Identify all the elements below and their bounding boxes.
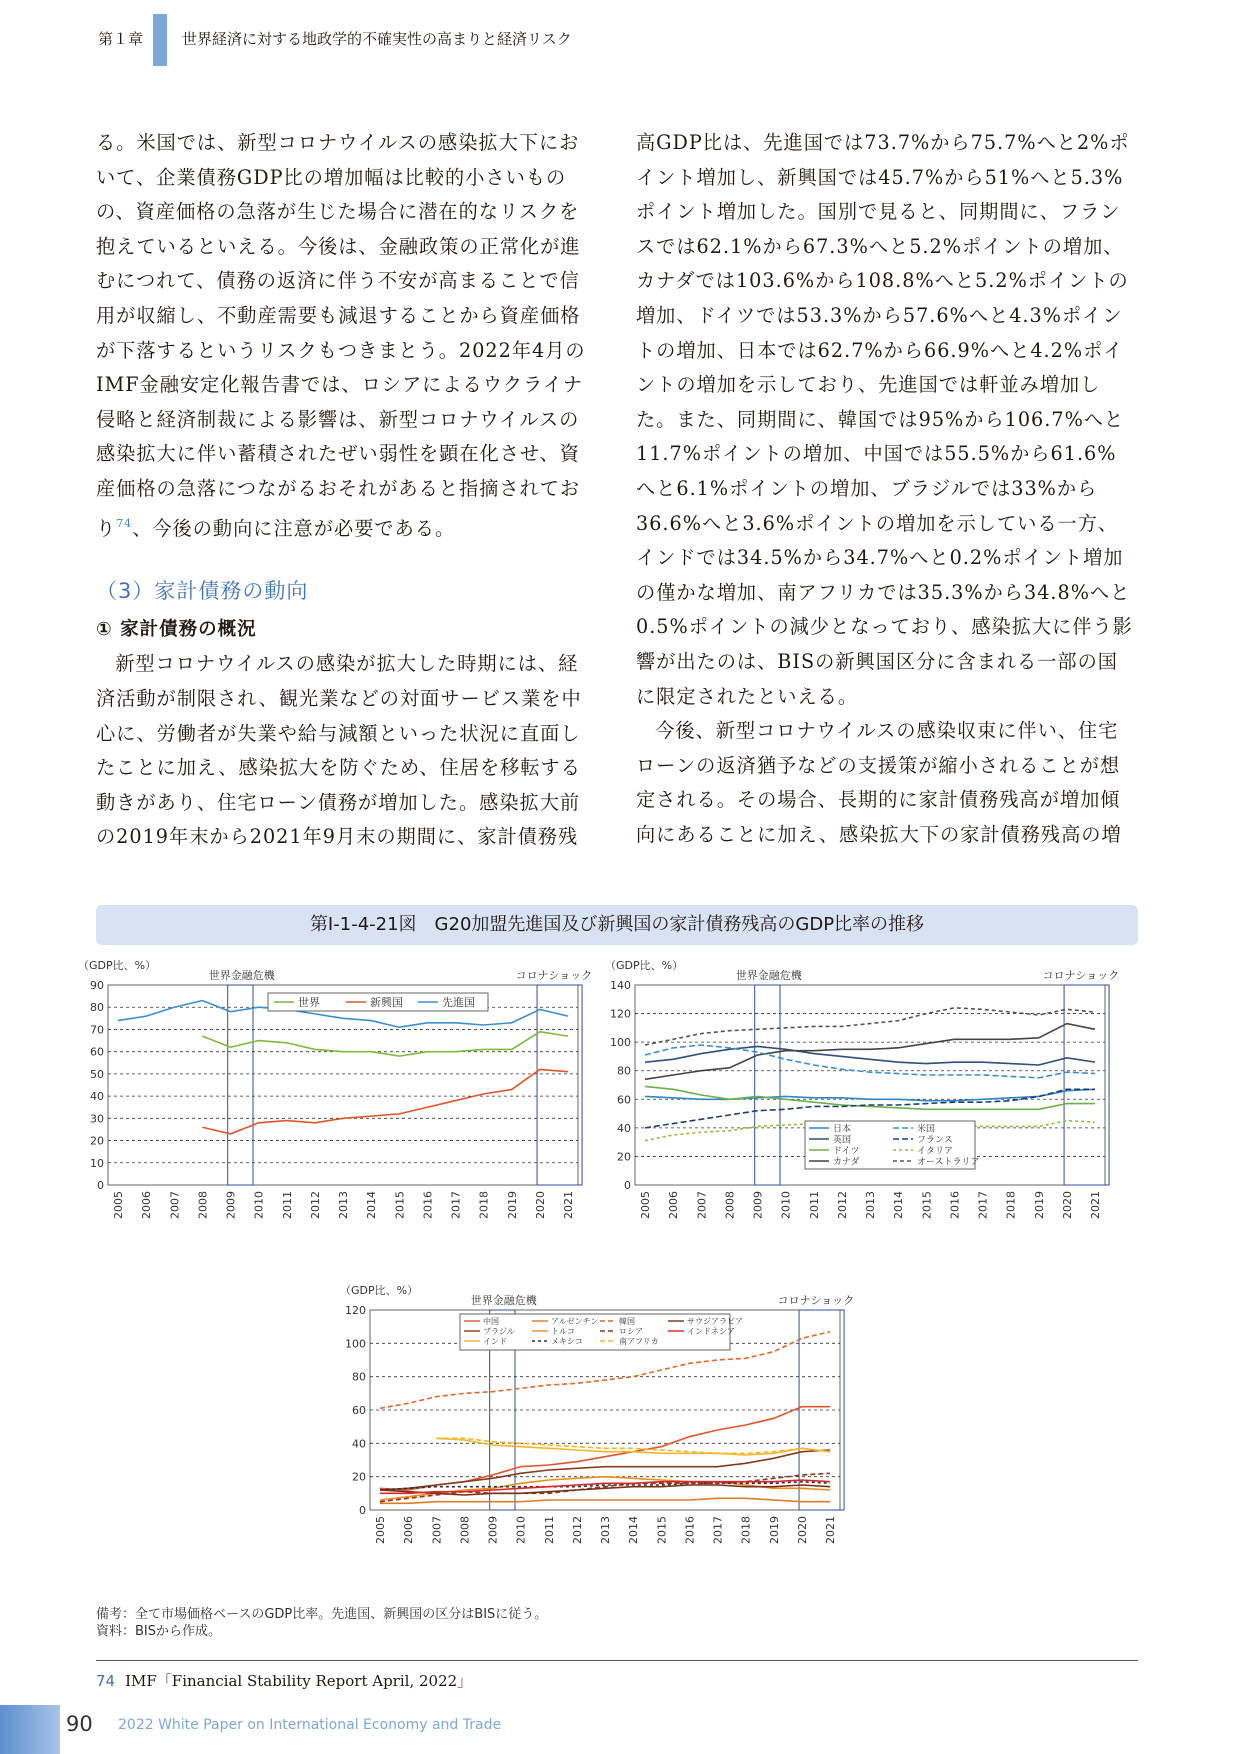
series-line: [645, 1086, 1095, 1109]
x-tick-label: 2016: [683, 1516, 697, 1544]
y-tick-label: 80: [617, 1064, 631, 1078]
y-tick-label: 90: [90, 979, 104, 992]
x-tick-label: 2016: [948, 1191, 962, 1219]
x-tick-label: 2018: [477, 1191, 491, 1219]
legend-label: サウジアラビア: [687, 1317, 743, 1326]
page-number-strip: [0, 1705, 60, 1754]
x-tick-label: 2012: [835, 1191, 849, 1219]
x-tick-label: 2007: [695, 1191, 709, 1219]
legend-label: 韓国: [619, 1317, 635, 1326]
y-tick-label: 140: [610, 979, 631, 992]
legend-label: ドイツ: [833, 1146, 860, 1157]
series-line: [380, 1498, 830, 1503]
legend-label: ブラジル: [483, 1327, 515, 1336]
crisis-label: 世界金融危機: [208, 969, 275, 982]
crisis-label: 世界金融危機: [735, 969, 802, 982]
y-tick-label: 40: [352, 1437, 366, 1451]
x-tick-label: 2006: [140, 1191, 154, 1219]
series-line: [202, 1069, 568, 1133]
header-accent-bar: [153, 14, 167, 66]
y-tick-label: 50: [90, 1067, 104, 1081]
y-tick-label: 40: [617, 1121, 631, 1135]
legend-label: イタリア: [917, 1146, 954, 1157]
x-tick-label: 2018: [739, 1516, 753, 1544]
legend-label: メキシコ: [551, 1337, 583, 1346]
x-tick-label: 2021: [562, 1191, 575, 1219]
body-paragraph: る。米国では、新型コロナウイルスの感染拡大下において、企業債務GDP比の増加幅は比較的小さいものの、資産価格の急落が生じた場合に潜在的なリスクを抱えているといえる。今後は、金融政策の正常化が進むにつれて、債務の返済に伴う不安が高まることで信用が収縮し、不動産需要も減退することから資産価格が下落するというリスクもつきまとう。2022年4月のIMF金融安定化報告書では、ロシアによるウクライナ侵略と経済制裁による影響は、新型コロナウイルスの感染拡大に伴い蓄積されたぜい弱性を顕在化させ、資産価格の急落につながるおそれがあると指摘されており$^{74}$、今後の動向に注意が必要である。: [96, 131, 586, 540]
x-tick-label: 2013: [599, 1516, 612, 1544]
footnote: [96, 1670, 472, 1691]
footnote-divider: [96, 1660, 1138, 1661]
x-tick-label: 2010: [779, 1191, 793, 1219]
x-tick-label: 2008: [196, 1191, 210, 1219]
x-tick-label: 2020: [1060, 1191, 1074, 1219]
x-tick-label: 2015: [393, 1191, 407, 1219]
y-tick-label: 20: [352, 1470, 366, 1484]
y-tick-label: 20: [617, 1150, 631, 1164]
y-tick-label: 120: [610, 1007, 631, 1021]
series-line: [436, 1438, 830, 1455]
x-tick-label: 2011: [280, 1191, 294, 1219]
section-title: （3）家計債務の動向: [96, 579, 309, 604]
y-tick-label: 20: [90, 1134, 104, 1148]
footnote-number: 74: [96, 1672, 116, 1690]
legend-label: インド: [483, 1337, 507, 1346]
x-tick-label: 2005: [374, 1516, 387, 1544]
x-tick-label: 2018: [1004, 1191, 1018, 1219]
x-tick-label: 2013: [864, 1191, 877, 1219]
x-tick-label: 2011: [807, 1191, 821, 1219]
legend-label: カナダ: [833, 1157, 860, 1168]
x-tick-label: 2021: [824, 1516, 837, 1544]
legend-label: 南アフリカ: [619, 1337, 659, 1346]
legend-label: 日本: [833, 1124, 852, 1135]
x-tick-label: 2014: [892, 1191, 906, 1219]
chart-g20-aggregate: [78, 955, 598, 1275]
x-tick-label: 2021: [1089, 1191, 1102, 1219]
y-tick-label: 80: [90, 1001, 104, 1015]
figure-title: 第Ⅰ-1-4-21図 G20加盟先進国及び新興国の家計債務残高のGDP比率の推移: [96, 905, 1138, 945]
footnote-ref[interactable]: 74: [116, 516, 133, 530]
figure-notes: [96, 1606, 547, 1640]
book-title: 2022 White Paper on International Economy and Trade: [118, 1717, 502, 1733]
x-tick-label: 2017: [976, 1191, 990, 1219]
x-tick-label: 2013: [337, 1191, 350, 1219]
x-tick-label: 2010: [252, 1191, 266, 1219]
y-tick-label: 100: [610, 1036, 631, 1050]
x-tick-label: 2006: [667, 1191, 681, 1219]
body-column-left: [96, 126, 594, 855]
figure-source: 資料：BISから作成。: [96, 1624, 222, 1639]
x-tick-label: 2014: [365, 1191, 379, 1219]
x-tick-label: 2005: [639, 1191, 652, 1219]
chapter-label: 第１章: [98, 30, 144, 48]
y-tick-label: 0: [97, 1179, 104, 1192]
covid-period-box: [1064, 985, 1109, 1185]
legend-label: オーストラリア: [917, 1157, 980, 1168]
legend-label: フランス: [917, 1135, 953, 1146]
legend-label: 世界: [298, 996, 320, 1009]
x-tick-label: 2007: [168, 1191, 182, 1219]
unit-label: （GDP比、%）: [78, 959, 157, 972]
x-tick-label: 2016: [421, 1191, 435, 1219]
x-tick-label: 2008: [458, 1516, 472, 1544]
covid-label: コロナショック: [515, 969, 593, 982]
y-tick-label: 120: [345, 1304, 366, 1317]
x-tick-label: 2014: [627, 1516, 641, 1544]
x-tick-label: 2015: [920, 1191, 934, 1219]
body-column-right: [636, 126, 1136, 852]
subsection-title: ① 家計債務の概況: [96, 618, 257, 640]
chapter-title: 世界経済に対する地政学的不確実性の高まりと経済リスク: [182, 30, 572, 48]
x-tick-label: 2019: [505, 1191, 519, 1219]
y-tick-label: 0: [624, 1179, 631, 1192]
x-tick-label: 2005: [112, 1191, 125, 1219]
y-tick-label: 80: [352, 1370, 366, 1384]
page-header: [0, 0, 1241, 78]
y-tick-label: 60: [90, 1045, 104, 1059]
y-tick-label: 10: [90, 1156, 104, 1170]
x-tick-label: 2019: [767, 1516, 781, 1544]
x-tick-label: 2020: [795, 1516, 809, 1544]
series-line: [202, 1032, 568, 1056]
gfc-period-box: [755, 985, 780, 1185]
legend-label: インドネシア: [687, 1327, 735, 1336]
y-tick-label: 60: [617, 1093, 631, 1107]
x-tick-label: 2012: [308, 1191, 322, 1219]
x-tick-label: 2008: [723, 1191, 737, 1219]
legend-label: 中国: [483, 1317, 499, 1326]
covid-label: コロナショック: [1042, 969, 1120, 982]
body-paragraph: 今後、新型コロナウイルスの感染収束に伴い、住宅ローンの返済猶予などの支援策が縮小されることが想定される。その場合、長期的に家計債務残高が増加傾向にあることに加え、感染拡大下の家計債務残高の増: [636, 719, 1122, 846]
gfc-period-box: [228, 985, 253, 1185]
x-tick-label: 2006: [402, 1516, 416, 1544]
y-tick-label: 30: [90, 1112, 104, 1126]
unit-label: （GDP比、%）: [605, 959, 684, 972]
x-tick-label: 2017: [449, 1191, 463, 1219]
legend-label: アルゼンチン: [551, 1317, 599, 1326]
covid-label: コロナショック: [777, 1294, 855, 1307]
y-tick-label: 100: [345, 1337, 366, 1351]
y-tick-label: 70: [90, 1023, 104, 1037]
x-tick-label: 2015: [655, 1516, 669, 1544]
x-tick-label: 2007: [430, 1516, 444, 1544]
legend-label: 先進国: [442, 996, 475, 1009]
footnote-text: IMF「Financial Stability Report April, 2022」: [125, 1672, 473, 1690]
legend-label: 米国: [917, 1124, 936, 1135]
legend-label: トルコ: [551, 1327, 575, 1336]
body-paragraph: 新型コロナウイルスの感染が拡大した時期には、経済活動が制限され、観光業などの対面サービス業を中心に、労働者が失業や給与減額といった状況に直面したことに加え、感染拡大を防ぐため、住居を移転する動きがあり、住宅ローン債務が増加した。感染拡大前の2019年末から2021年9月末の期間に、家計債務残: [96, 652, 582, 849]
figure-note: 備考：全て市場価格ベースのGDP比率。先進国、新興国の区分はBISに従う。: [96, 1607, 548, 1622]
legend-label: 新興国: [370, 996, 403, 1009]
x-tick-label: 2017: [711, 1516, 725, 1544]
y-tick-label: 40: [90, 1090, 104, 1104]
x-tick-label: 2010: [514, 1516, 528, 1544]
x-tick-label: 2011: [542, 1516, 556, 1544]
unit-label: （GDP比、%）: [340, 1284, 419, 1297]
chart-advanced-countries: [605, 955, 1125, 1275]
legend-label: 英国: [833, 1135, 852, 1146]
chart-emerging-countries: [340, 1280, 860, 1600]
legend-label: ロシア: [619, 1327, 643, 1336]
covid-period-box: [537, 985, 582, 1185]
x-tick-label: 2009: [751, 1191, 765, 1219]
y-tick-label: 60: [352, 1404, 366, 1417]
x-tick-label: 2009: [486, 1516, 500, 1544]
page-number: 90: [66, 1712, 93, 1736]
x-tick-label: 2012: [570, 1516, 584, 1544]
y-tick-label: 0: [359, 1504, 366, 1517]
x-tick-label: 2020: [533, 1191, 547, 1219]
plot-frame: [108, 985, 578, 1185]
body-paragraph: 高GDP比は、先進国では73.7%から75.7%へと2%ポイント増加し、新興国では45.7%から51%へと5.3%ポイント増加した。国別で見ると、同期間に、フランスでは62.1%から67.3%へと5.2%ポイントの増加、カナダでは103.6%から108.8%へと5.2%ポイントの増加、ドイツでは53.3%から57.6%へと4.3%ポイントの増加、日本では62.7%から66.9%へと4.2%ポイントの増加を示しており、先進国では軒並み増加した。また、同期間に、韓国では95%から106.7%へと11.7%ポイントの増加、中国では55.5%から61.6%へと6.1%ポイントの増加、ブラジルでは33%から36.6%へと3.6%ポイントの増加を示している一方、インドでは34.5%から34.7%へと0.2%ポイント増加の僅かな増加、南アフリカでは35.3%から34.8%へと0.5%ポイントの減少となっており、感染拡大に伴う影響が出たのは、BISの新興国区分に含まれる一部の国に限定されたといえる。: [636, 131, 1133, 708]
x-tick-label: 2009: [224, 1191, 238, 1219]
x-tick-label: 2019: [1032, 1191, 1046, 1219]
crisis-label: 世界金融危機: [470, 1294, 537, 1307]
